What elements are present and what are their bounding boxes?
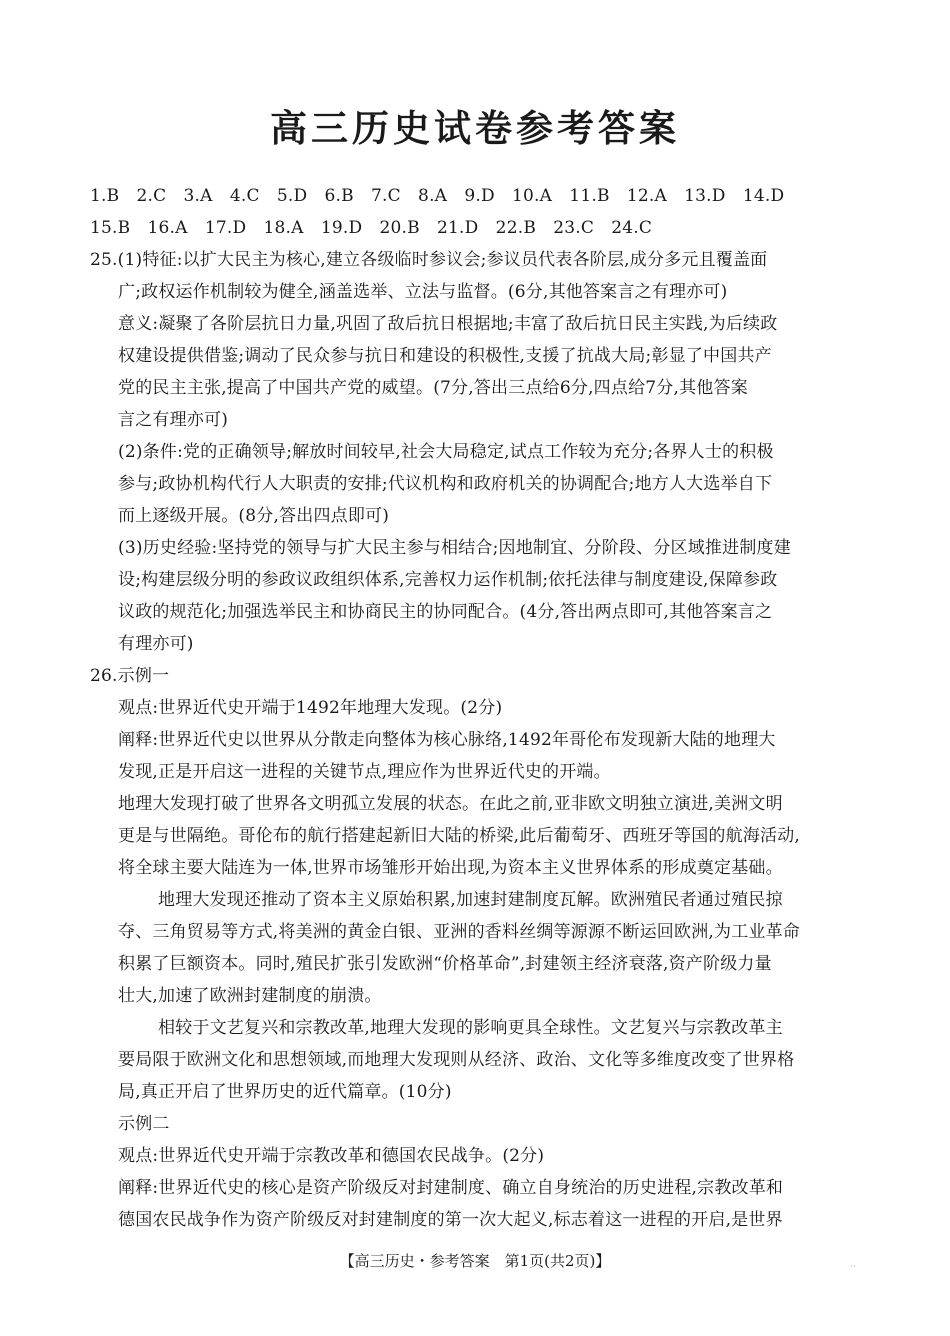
text-line: 夺、三角贸易等方式,将美洲的黄金白银、亚洲的香料丝绸等源源不断运回欧洲,为工业革命 bbox=[118, 922, 801, 942]
text-line: 而上逐级开展。(8分,答出四点即可) bbox=[118, 506, 390, 526]
text-line: 权建设提供借鉴;调动了民众参与抗日和建设的积极性,支援了抗战大局;彰显了中国共产 bbox=[118, 346, 772, 366]
page-footer: 【高三历史・参考答案 第1页(共2页)】 bbox=[339, 1252, 611, 1270]
text-line: 言之有理亦可) bbox=[118, 410, 229, 430]
example1-viewpoint: 观点:世界近代史开端于1492年地理大发现。(2分) bbox=[118, 698, 503, 718]
text-line: 广;政权运作机制较为健全,涵盖选举、立法与监督。(6分,其他答案言之有理亦可) bbox=[118, 282, 728, 302]
q25-part2-conditions: (2)条件:党的正确领导;解放时间较早,社会大局稳定,试点工作较为充分;各界人士的积极 bbox=[118, 442, 774, 462]
q25-part1-features: 25.(1)特征:以扩大民主为核心,建立各级临时参议会;参议员代表各阶层,成分多元且覆盖面 bbox=[90, 250, 768, 270]
answer-line-1-14: 1.B 2.C 3.A 4.C 5.D 6.B 7.C 8.A 9.D 10.A 11.B 12.A 13.D 14.D bbox=[90, 186, 785, 206]
example2-explanation: 阐释:世界近代史的核心是资产阶级反对封建制度、确立自身统治的历史进程,宗教改革和 bbox=[118, 1178, 784, 1198]
text-line: 德国农民战争作为资产阶级反对封建制度的第一次大起义,标志着这一进程的开启,是世界 bbox=[118, 1210, 783, 1230]
example2-viewpoint: 观点:世界近代史开端于宗教改革和德国农民战争。(2分) bbox=[118, 1146, 545, 1166]
example1-explanation: 阐释:世界近代史以世界从分散走向整体为核心脉络,1492年哥伦布发现新大陆的地理大 bbox=[118, 730, 776, 750]
text-line: 发现,正是开启这一进程的关键节点,理应作为世界近代史的开端。 bbox=[118, 762, 611, 782]
text-line: 设;构建层级分明的参政议政组织体系,完善权力运作机制;依托法律与制度建设,保障参政 bbox=[118, 570, 778, 590]
answer-line-15-24: 15.B 16.A 17.D 18.A 19.D 20.B 21.D 22.B 23.C 24.C bbox=[90, 218, 653, 238]
text-line: 议政的规范化;加强选举民主和协商民主的协同配合。(4分,答出两点即可,其他答案言之 bbox=[118, 602, 773, 622]
text-line: 壮大,加速了欧洲封建制度的崩溃。 bbox=[118, 986, 382, 1006]
text-line: 将全球主要大陆连为一体,世界市场雏形开始出现,为资本主义世界体系的形成奠定基础。 bbox=[118, 858, 783, 878]
text-line: 更是与世隔绝。哥伦布的航行搭建起新旧大陆的桥梁,此后葡萄牙、西班牙等国的航海活动, bbox=[118, 826, 801, 846]
text-line: 地理大发现还推动了资本主义原始积累,加速封建制度瓦解。欧洲殖民者通过殖民掠 bbox=[158, 890, 783, 910]
text-line: 地理大发现打破了世界各文明孤立发展的状态。在此之前,亚非欧文明独立演进,美洲文明 bbox=[118, 794, 783, 814]
text-line: 相较于文艺复兴和宗教改革,地理大发现的影响更具全球性。文艺复兴与宗教改革主 bbox=[158, 1018, 783, 1038]
q26-example1-heading: 26.示例一 bbox=[90, 666, 170, 686]
text-line: 参与;政协机构代行人大职责的安排;代议机构和政府机关的协调配合;地方人大选举自下 bbox=[118, 474, 773, 494]
q26-example2-heading: 示例二 bbox=[118, 1114, 170, 1134]
page-title: 高三历史试卷参考答案 bbox=[270, 107, 680, 150]
text-line: 局,真正开启了世界历史的近代篇章。(10分) bbox=[118, 1082, 452, 1102]
corner-dot: ·· bbox=[850, 1262, 856, 1272]
q25-significance: 意义:凝聚了各阶层抗日力量,巩固了敌后抗日根据地;丰富了敌后抗日民主实践,为后续政 bbox=[118, 314, 778, 334]
q25-part3-experience: (3)历史经验:坚持党的领导与扩大民主参与相结合;因地制宜、分阶段、分区域推进制度建 bbox=[118, 538, 791, 558]
text-line: 要局限于欧洲文化和思想领域,而地理大发现则从经济、政治、文化等多维度改变了世界格 bbox=[118, 1050, 795, 1070]
text-line: 有理亦可) bbox=[118, 634, 194, 654]
text-line: 党的民主主张,提高了中国共产党的威望。(7分,答出三点给6分,四点给7分,其他答案 bbox=[118, 378, 748, 398]
text-line: 积累了巨额资本。同时,殖民扩张引发欧洲“价格革命”,封建领主经济衰落,资产阶级力量 bbox=[118, 954, 772, 974]
